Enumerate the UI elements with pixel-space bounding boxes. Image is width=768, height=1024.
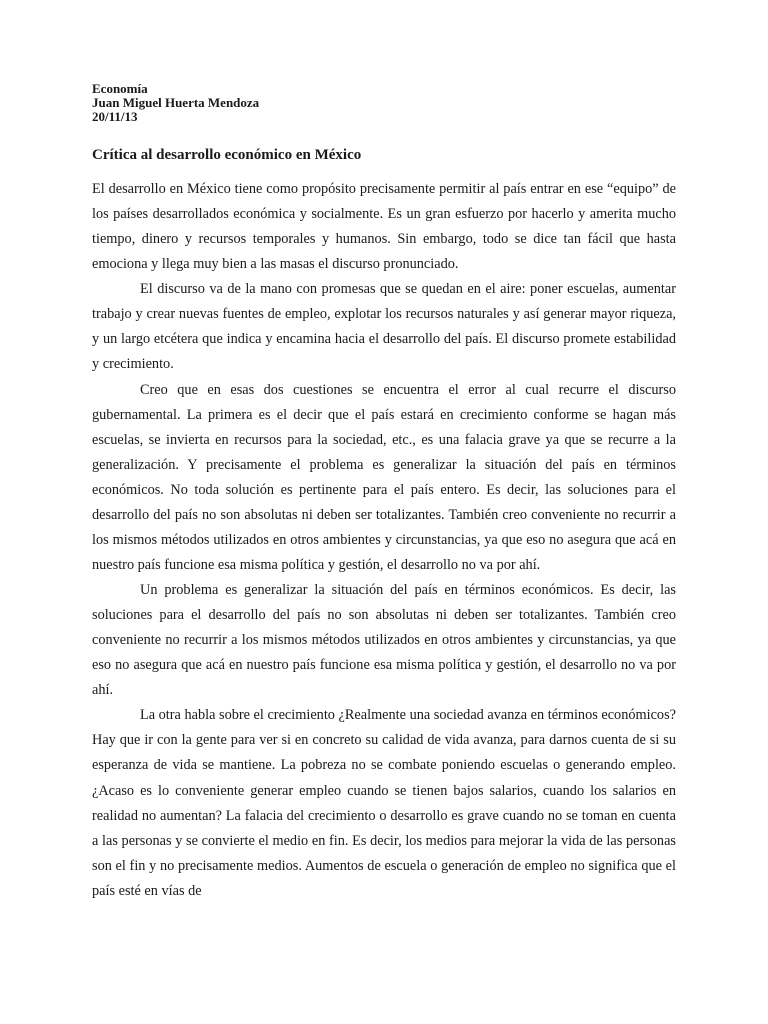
date-line: 20/11/13 <box>92 109 138 124</box>
document-header <box>92 82 259 124</box>
paragraph-5: La otra habla sobre el crecimiento ¿Realmente una sociedad avanza en términos económicos? Hay que ir con la gente para ver si en concreto su calidad de vida avanza, para darnos cuenta de si su esperanza de vida se mantiene. La pobreza no se combate poniendo escuelas o generando empleo. ¿Acaso es lo conveniente generar empleo cuando se tienen bajos salarios, cuando los salarios en realidad no aumentan? La falacia del crecimiento o desarrollo es grave cuando no se toman en cuenta a las personas y se convierte el medio en fin. Es decir, los medios para mejorar la vida de las personas son el fin y no precisamente medios. Aumentos de escuela o generación de empleo no significa que el país esté en vías de <box>92 707 676 899</box>
paragraph-2: El discurso va de la mano con promesas que se quedan en el aire: poner escuelas, aumentar trabajo y crear nuevas fuentes de empleo, explotar los recursos naturales y así generar mayor riqueza, y un largo etcétera que indica y encamina hacia el desarrollo del país. El discurso promete estabilidad y crecimiento. <box>92 281 676 373</box>
author-line: Juan Miguel Huerta Mendoza <box>92 95 260 110</box>
document-body <box>92 177 676 904</box>
paragraph-3: Creo que en esas dos cuestiones se encuentra el error al cual recurre el discurso gubernamental. La primera es el decir que el país estará en crecimiento conforme se hagan más escuelas, se invierta en recursos para la sociedad, etc., es una falacia grave ya que se recurre a la generalización. Y precisamente el problema es generalizar la situación del país en términos económicos. No toda solución es pertinente para el país entero. Es decir, las soluciones para el desarrollo del país no son absolutas ni deben ser totalizantes. También creo conveniente no recurrir a los mismos métodos utilizados en otros ambientes y circunstancias, ya que eso no asegura que acá en nuestro país funcione esa misma política y gestión, el desarrollo no va por ahí. <box>92 381 676 573</box>
document-title: Crítica al desarrollo económico en México <box>92 147 362 163</box>
paragraph-4: Un problema es generalizar la situación del país en términos económicos. Es decir, las soluciones para el desarrollo del país no son absolutas ni deben ser totalizantes. También creo conveniente no recurrir a los mismos métodos utilizados en otros ambientes y circunstancias, ya que eso no asegura que acá en nuestro país funcione esa misma política y gestión, el desarrollo no va por ahí. <box>92 582 676 699</box>
paragraph-1: El desarrollo en México tiene como propósito precisamente permitir al país entrar en ese “equipo” de los países desarrollados económica y socialmente. Es un gran esfuerzo por hacerlo y amerita mucho tiempo, dinero y recursos temporales y humanos. Sin embargo, todo se dice tan fácil que hasta emociona y llega muy bien a las masas el discurso pronunciado. <box>92 181 676 273</box>
subject-line: Economía <box>92 81 148 96</box>
